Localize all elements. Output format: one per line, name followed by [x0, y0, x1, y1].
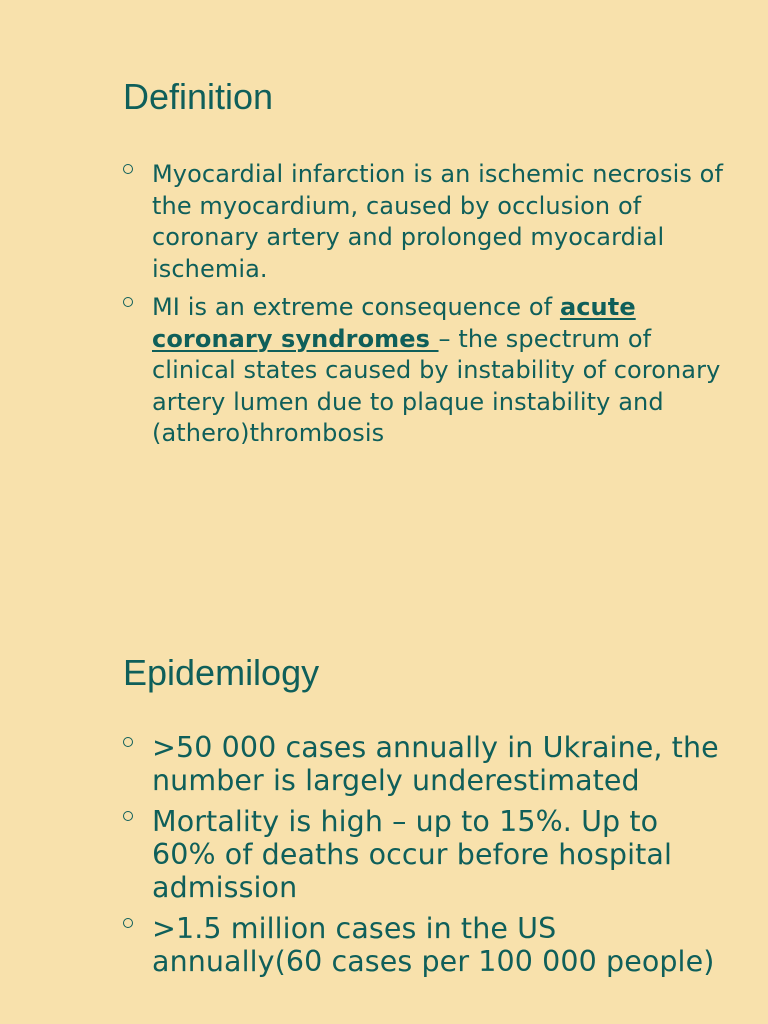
- definition-bullet-acute-coronary-syndromes: [123, 292, 723, 450]
- bullet-text: >50 000 cases annually in Ukraine, the number is largely underestimated: [152, 731, 719, 797]
- epidemiology-heading: Epidemilogy: [123, 652, 320, 693]
- hollow-circle-bullet-icon: [123, 811, 133, 821]
- bullet-text: Myocardial infarction is an ischemic necrosis of the myocardium, caused by occlusion of coronary artery and prolonged myocardial ischemia.: [152, 160, 724, 283]
- bullet-text-after-link: – the spectrum of clinical states caused by instability of coronary artery lumen due to plaque instability and (athero)thrombosis: [152, 324, 721, 447]
- bullet-text: [152, 292, 723, 450]
- definition-heading: Definition: [123, 76, 274, 117]
- hollow-circle-bullet-icon: [123, 164, 133, 174]
- bullet-text: >1.5 million cases in the US annually(60 cases per 100 000 people): [152, 912, 715, 978]
- epidemiology-bullet-us-cases: [123, 912, 723, 978]
- hollow-circle-bullet-icon: [123, 737, 133, 747]
- acute-coronary-syndromes-link[interactable]: acute coronary syndromes: [152, 293, 636, 353]
- epidemiology-bullet-ukraine-cases: [123, 731, 723, 797]
- bullet-text-before-link: MI is an extreme consequence of: [152, 293, 560, 321]
- epidemiology-bullet-list: [123, 731, 723, 986]
- hollow-circle-bullet-icon: [123, 297, 133, 307]
- hollow-circle-bullet-icon: [123, 918, 133, 928]
- epidemiology-slide: [0, 575, 768, 1024]
- epidemiology-bullet-mortality: [123, 805, 723, 904]
- bullet-text: Mortality is high – up to 15%. Up to 60% of deaths occur before hospital admission: [152, 805, 672, 904]
- definition-bullet-list: [123, 159, 723, 457]
- definition-bullet-myocardial-infarction: [123, 159, 723, 285]
